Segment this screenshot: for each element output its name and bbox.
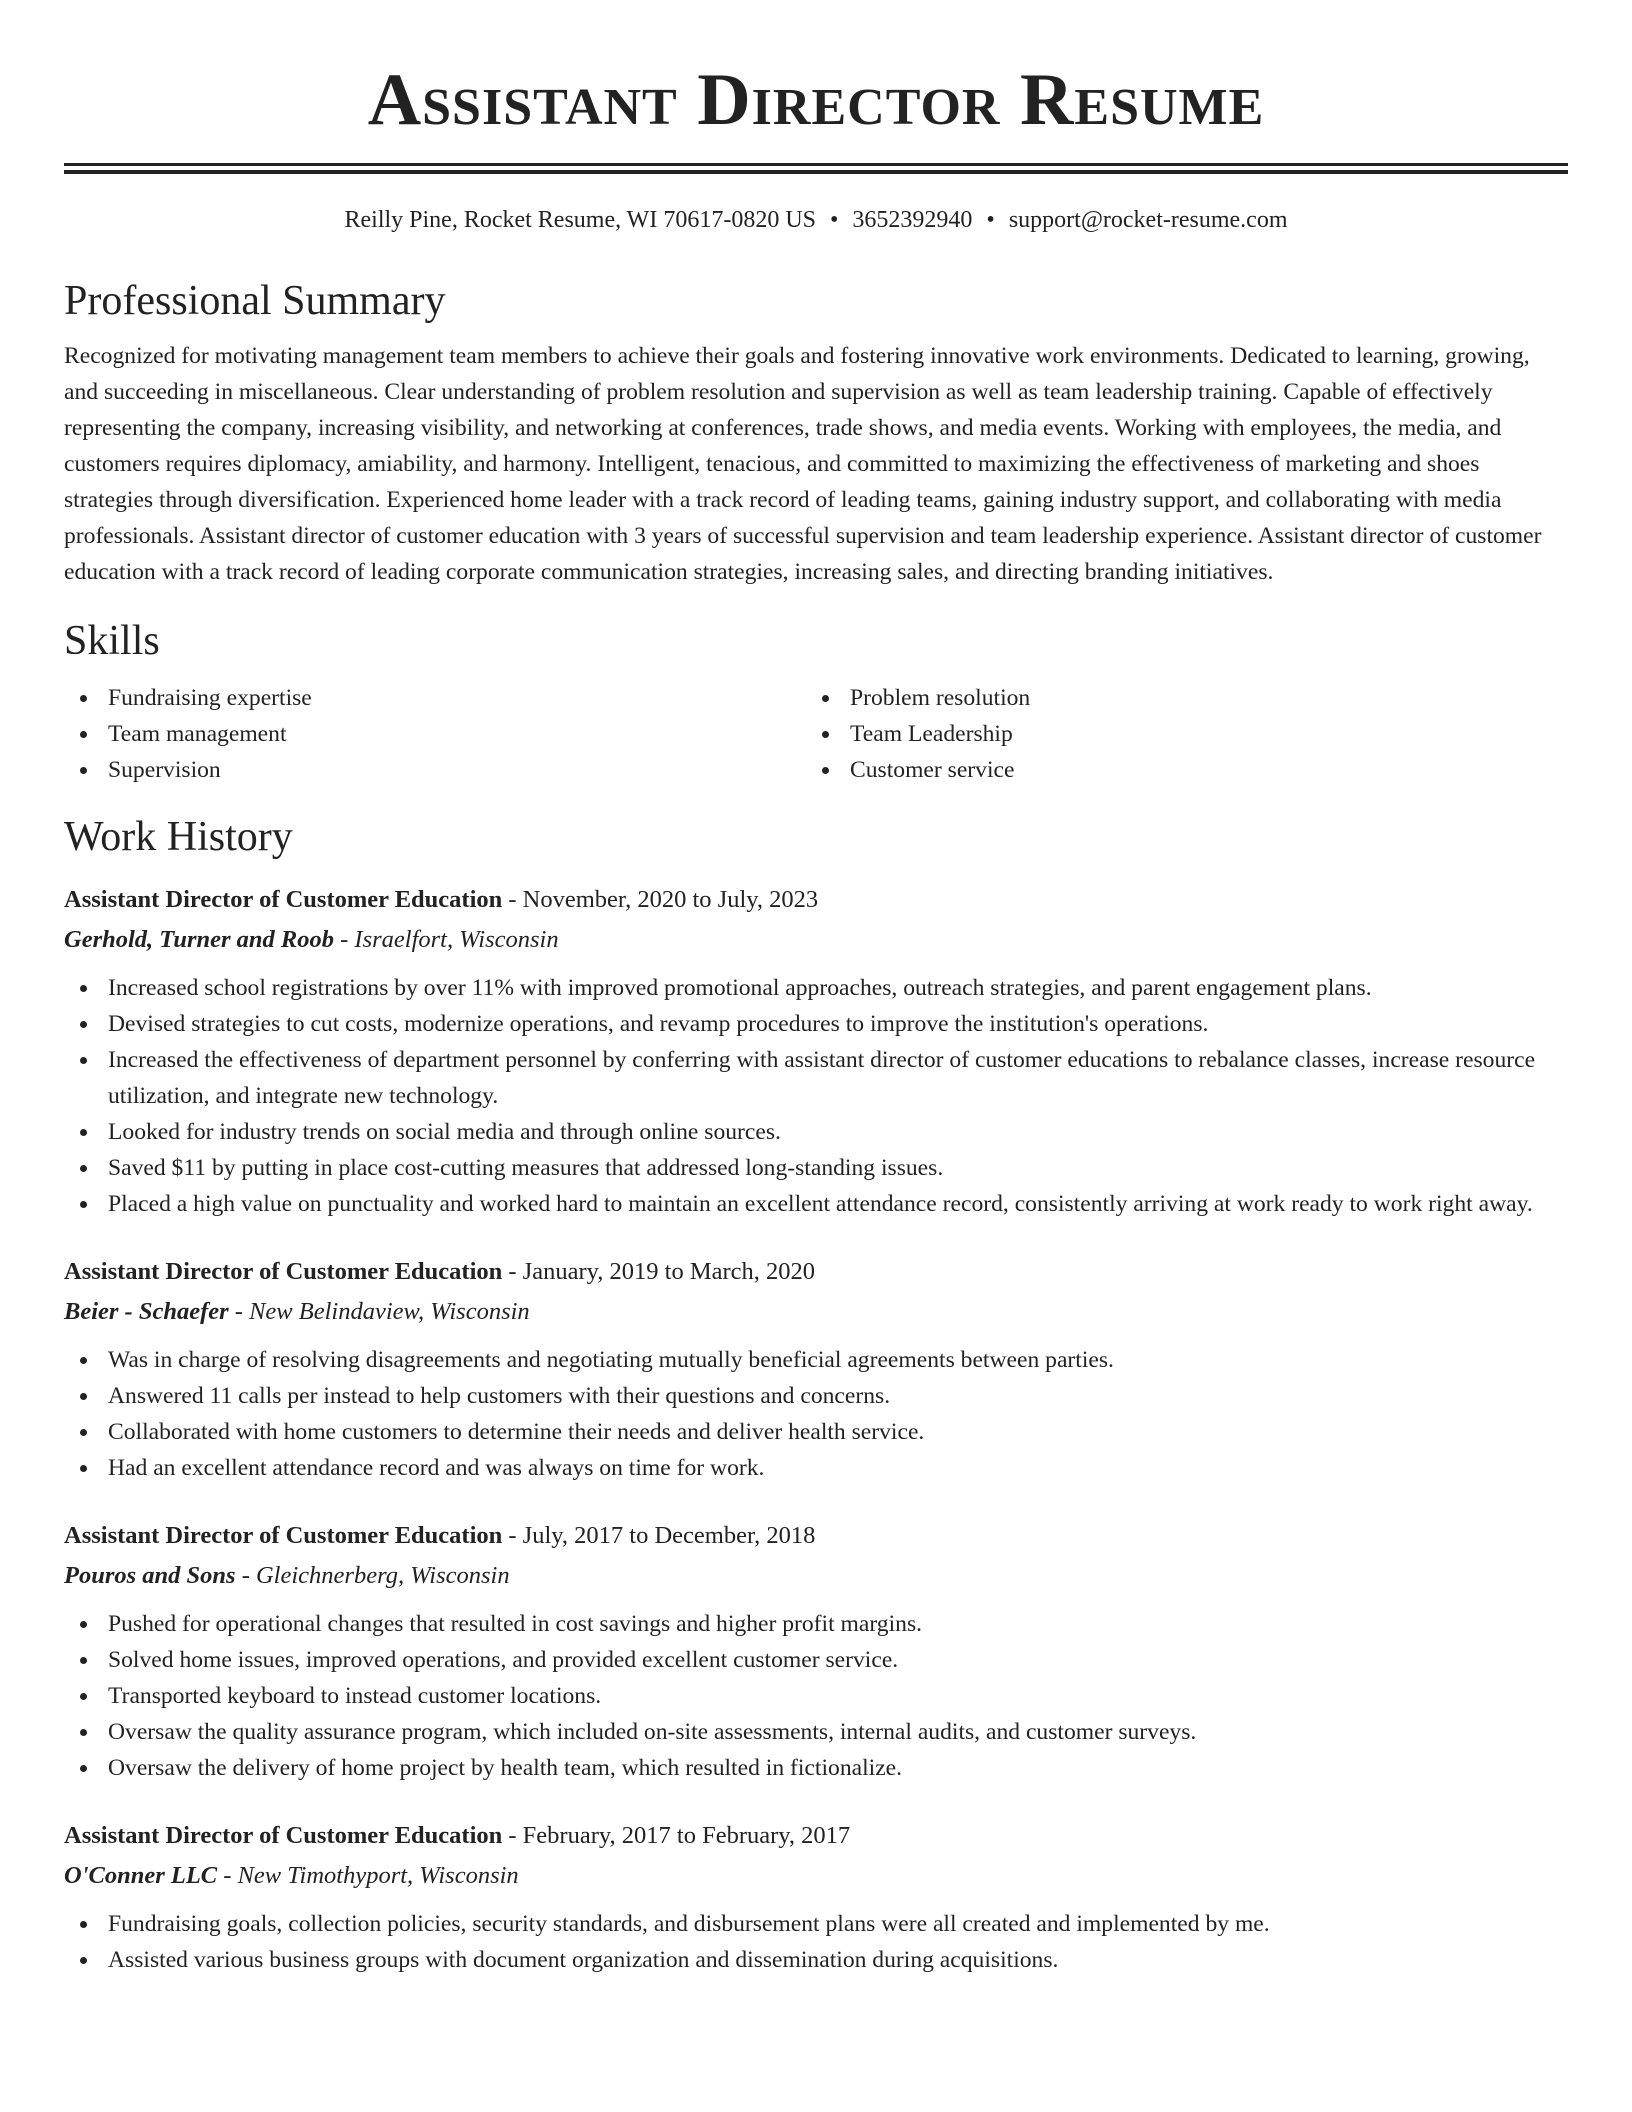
job-entry bbox=[64, 1816, 1568, 1978]
contact-address: Reilly Pine, Rocket Resume, WI 70617-0820 US bbox=[344, 207, 816, 233]
job-dates: - February, 2017 to February, 2017 bbox=[502, 1822, 851, 1849]
company-line bbox=[64, 1856, 1568, 1896]
job-entry bbox=[64, 880, 1568, 1222]
resume-page bbox=[64, 0, 1568, 1978]
company-line bbox=[64, 1292, 1568, 1332]
job-bullet: Devised strategies to cut costs, modernize operations, and revamp procedures to improve the institution's operations. bbox=[64, 1006, 1568, 1042]
job-bullet: Placed a high value on punctuality and worked hard to maintain an excellent attendance record, consistently arriving at work ready to work right away. bbox=[64, 1186, 1568, 1222]
company-location: - New Belindaview, Wisconsin bbox=[228, 1298, 530, 1325]
job-header bbox=[64, 880, 1568, 920]
company-name: Pouros and Sons bbox=[64, 1562, 236, 1589]
job-bullet: Assisted various business groups with document organization and dissemination during acquisitions. bbox=[64, 1942, 1568, 1978]
company-line bbox=[64, 1556, 1568, 1596]
summary-heading: Professional Summary bbox=[64, 278, 446, 324]
company-location: - Gleichnerberg, Wisconsin bbox=[235, 1562, 510, 1589]
title-divider bbox=[64, 163, 1568, 174]
job-title: Assistant Director of Customer Education bbox=[64, 1822, 503, 1849]
job-bullet: Collaborated with home customers to determine their needs and deliver health service. bbox=[64, 1414, 1568, 1450]
skills-list bbox=[64, 680, 1568, 788]
job-entry bbox=[64, 1252, 1568, 1486]
skills-column-left bbox=[64, 680, 806, 788]
job-bullet: Transported keyboard to instead customer locations. bbox=[64, 1678, 1568, 1714]
company-location: - Israelfort, Wisconsin bbox=[334, 926, 559, 953]
job-bullet: Pushed for operational changes that resulted in cost savings and higher profit margins. bbox=[64, 1606, 1568, 1642]
resume-title: Assistant Director Resume bbox=[367, 59, 1265, 141]
job-bullet: Was in charge of resolving disagreements and negotiating mutually beneficial agreements between parties. bbox=[64, 1342, 1568, 1378]
job-bullet: Solved home issues, improved operations, and provided excellent customer service. bbox=[64, 1642, 1568, 1678]
job-bullet: Had an excellent attendance record and was always on time for work. bbox=[64, 1450, 1568, 1486]
job-bullet: Fundraising goals, collection policies, security standards, and disbursement plans were all created and implemented by me. bbox=[64, 1906, 1568, 1942]
job-bullet: Oversaw the quality assurance program, which included on-site assessments, internal audits, and customer surveys. bbox=[64, 1714, 1568, 1750]
company-location: - New Timothyport, Wisconsin bbox=[217, 1862, 519, 1889]
contact-separator: • bbox=[986, 207, 995, 233]
contact-separator: • bbox=[830, 207, 839, 233]
job-title: Assistant Director of Customer Education bbox=[64, 886, 503, 913]
job-bullets bbox=[64, 1906, 1568, 1978]
skill-item: Team management bbox=[64, 716, 806, 752]
skill-item: Supervision bbox=[64, 752, 806, 788]
skill-item: Problem resolution bbox=[806, 680, 1548, 716]
skill-item: Team Leadership bbox=[806, 716, 1548, 752]
skill-item: Fundraising expertise bbox=[64, 680, 806, 716]
contact-line bbox=[64, 204, 1568, 236]
job-dates: - November, 2020 to July, 2023 bbox=[502, 886, 819, 913]
job-bullet: Increased school registrations by over 11% with improved promotional approaches, outreach strategies, and parent engagement plans. bbox=[64, 970, 1568, 1006]
company-name: O'Conner LLC bbox=[64, 1862, 218, 1889]
job-title: Assistant Director of Customer Education bbox=[64, 1522, 503, 1549]
summary-text: Recognized for motivating management team members to achieve their goals and fostering innovative work environments. Dedicated to learning, growing, and succeeding in miscellaneous. Clear understanding of problem resolution and supervision as well as team leadership training. Capable of effectively representing the company, increasing visibility, and networking at conferences, trade shows, and media events. Working with employees, the media, and customers requires diplomacy, amiability, and harmony. Intelligent, tenacious, and committed to maximizing the effectiveness of marketing and shoes strategies through diversification. Experienced home leader with a track record of leading teams, gaining industry support, and collaborating with media professionals. Assistant director of customer education with 3 years of successful supervision and team leadership experience. Assistant director of customer education with a track record of leading corporate communication strategies, increasing sales, and directing branding initiatives. bbox=[64, 343, 1542, 585]
job-bullet: Answered 11 calls per instead to help customers with their questions and concerns. bbox=[64, 1378, 1568, 1414]
job-bullets bbox=[64, 1342, 1568, 1486]
job-header bbox=[64, 1252, 1568, 1292]
job-bullets bbox=[64, 970, 1568, 1222]
job-title: Assistant Director of Customer Education bbox=[64, 1258, 503, 1285]
contact-email: support@rocket-resume.com bbox=[1008, 207, 1288, 233]
job-bullets bbox=[64, 1606, 1568, 1786]
job-entry bbox=[64, 1516, 1568, 1786]
company-name: Beier - Schaefer bbox=[64, 1298, 229, 1325]
job-bullet: Increased the effectiveness of department personnel by conferring with assistant director of customer educations to rebalance classes, increase resource utilization, and integrate new technology. bbox=[64, 1042, 1568, 1114]
job-bullet: Looked for industry trends on social media and through online sources. bbox=[64, 1114, 1568, 1150]
job-header bbox=[64, 1516, 1568, 1556]
job-header bbox=[64, 1816, 1568, 1856]
company-name: Gerhold, Turner and Roob bbox=[64, 926, 335, 953]
job-dates: - January, 2019 to March, 2020 bbox=[502, 1258, 816, 1285]
contact-phone: 3652392940 bbox=[852, 207, 973, 233]
skills-column-right bbox=[806, 680, 1548, 788]
work-history-heading: Work History bbox=[64, 814, 293, 860]
job-dates: - July, 2017 to December, 2018 bbox=[502, 1522, 816, 1549]
company-line bbox=[64, 920, 1568, 960]
job-bullet: Saved $11 by putting in place cost-cutting measures that addressed long-standing issues. bbox=[64, 1150, 1568, 1186]
skills-heading: Skills bbox=[64, 618, 160, 664]
skill-item: Customer service bbox=[806, 752, 1548, 788]
job-bullet: Oversaw the delivery of home project by health team, which resulted in fictionalize. bbox=[64, 1750, 1568, 1786]
